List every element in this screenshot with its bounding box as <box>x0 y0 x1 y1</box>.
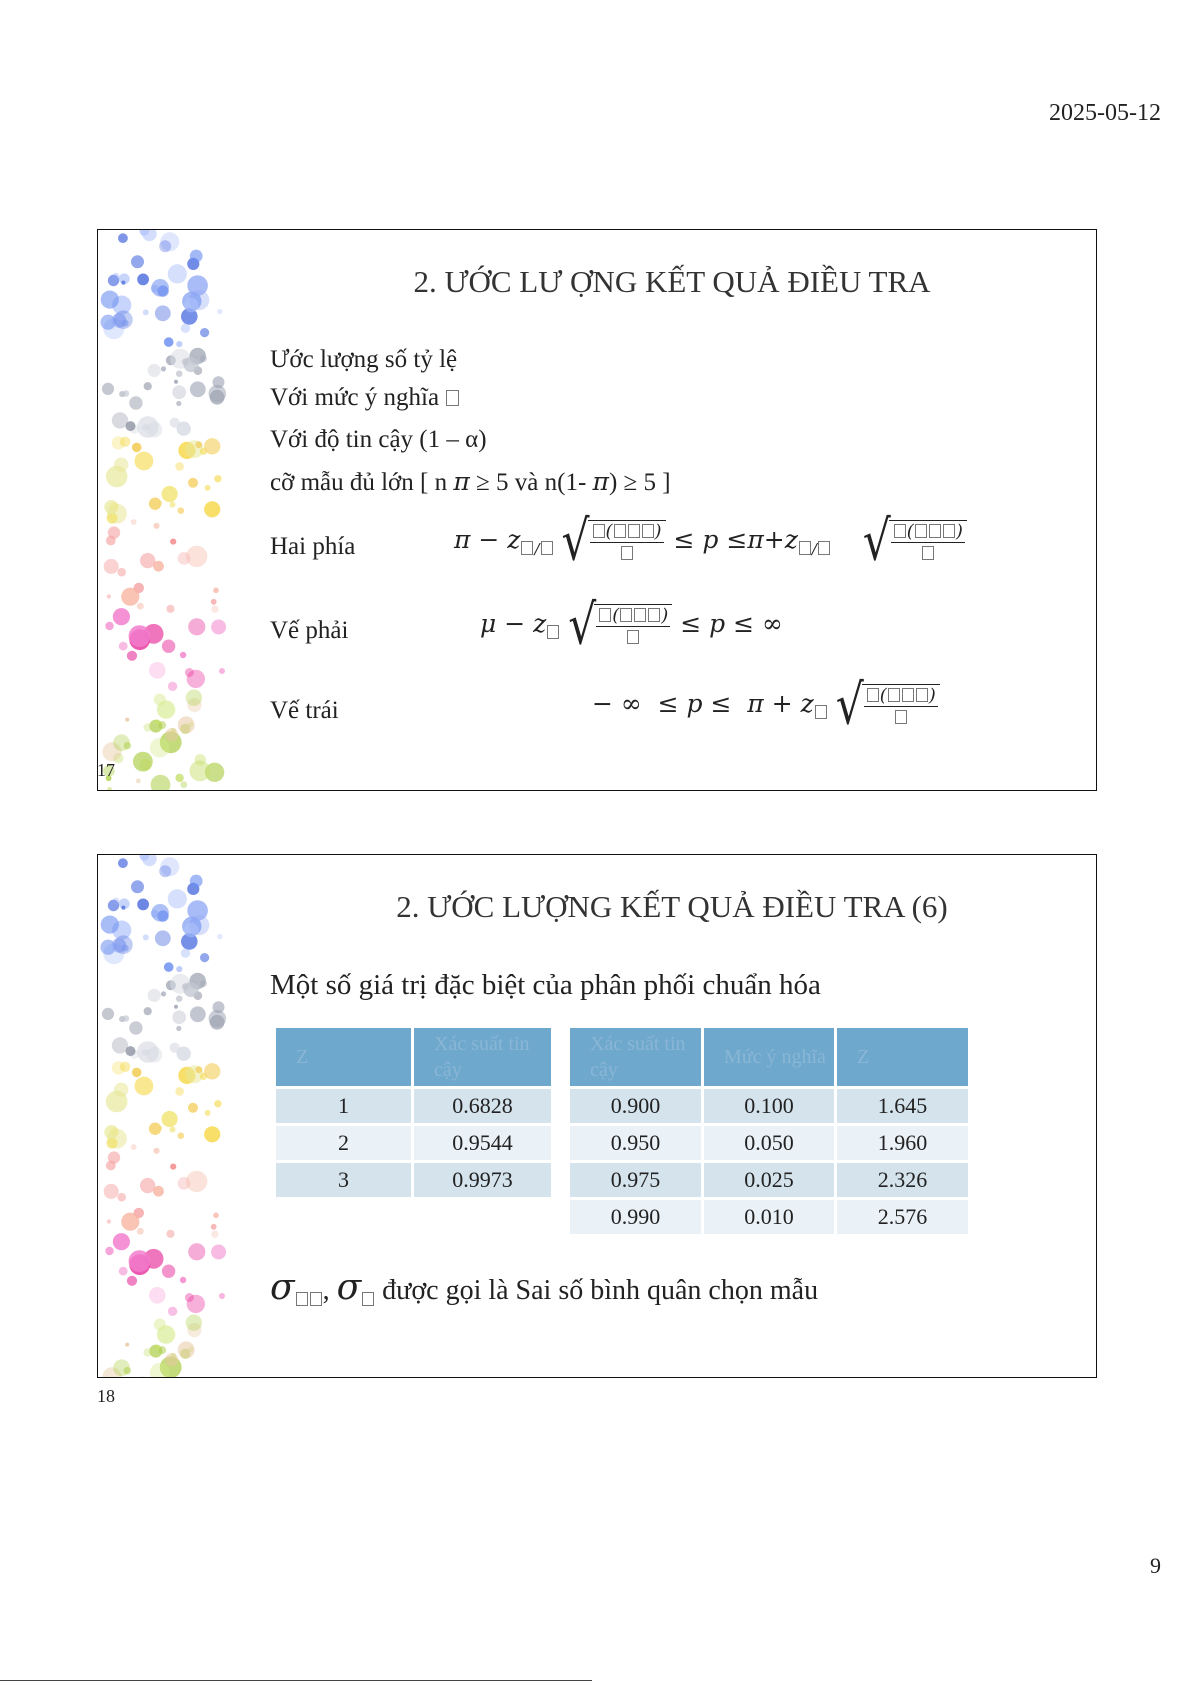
bubble <box>181 324 190 333</box>
table-cell: 0.900 <box>570 1089 701 1123</box>
bubble <box>164 337 174 347</box>
bubble <box>132 1068 142 1078</box>
bubble <box>214 1100 221 1107</box>
bubble <box>140 1178 155 1193</box>
table-cell: 0.990 <box>570 1200 701 1234</box>
significance-level-label: Với mức ý nghĩa <box>270 384 460 412</box>
sampling-error-note: σ , σ được gọi là Sai số bình quân chọn mẫu <box>270 1267 819 1308</box>
page-number: 9 <box>1150 1553 1161 1578</box>
bubble <box>186 1315 202 1331</box>
bubble <box>188 1103 198 1113</box>
bubble <box>112 898 119 905</box>
bubble <box>155 305 171 321</box>
column-header: Xác suất tin cậy <box>414 1028 551 1086</box>
table-row <box>276 1126 551 1160</box>
bubble-decoration <box>98 230 248 790</box>
bubble <box>151 775 171 790</box>
bubble <box>211 1230 218 1237</box>
bubble <box>176 966 182 972</box>
bubble <box>129 625 151 647</box>
bubble <box>170 502 176 508</box>
table-cell: 1.960 <box>837 1126 968 1160</box>
bubble <box>176 1026 181 1031</box>
bubble <box>107 594 111 598</box>
bubble <box>114 1083 128 1097</box>
bubble <box>155 930 171 946</box>
bubble <box>178 716 195 733</box>
bubble <box>172 1010 186 1024</box>
bubble <box>200 328 209 337</box>
z-table-left <box>273 1025 554 1200</box>
bubble <box>117 568 126 577</box>
bubble <box>132 443 142 453</box>
bubble <box>123 1015 130 1022</box>
bubble <box>211 599 217 605</box>
bubble <box>148 364 161 377</box>
bubble <box>133 752 153 772</box>
bubble <box>204 501 220 517</box>
bubble <box>131 880 144 893</box>
bubble <box>102 383 114 395</box>
table-cell: 0.6828 <box>414 1089 551 1123</box>
bubble <box>180 781 187 788</box>
bubble <box>219 1293 225 1299</box>
estimate-proportion-label: Ước lượng số tỷ lệ <box>270 346 458 373</box>
bubble <box>144 382 152 390</box>
bubble <box>143 723 151 731</box>
bubble <box>176 995 183 1002</box>
bubble <box>161 366 166 371</box>
slide-title: 2. ƯỚC LƯ ỢNG KẾT QUẢ ĐIỀU TRA <box>413 264 931 299</box>
bubble <box>114 310 133 329</box>
bubble <box>213 376 225 388</box>
bubble <box>187 900 208 921</box>
bubble <box>137 1228 144 1235</box>
slide-subtitle: Một số giá trị đặc biệt của phân phối chuẩn hóa <box>270 969 821 1001</box>
bubble <box>143 1348 151 1356</box>
slide-number: 17 <box>97 760 115 780</box>
bubble <box>190 1006 206 1022</box>
bubble <box>214 475 221 482</box>
bubble <box>170 539 176 545</box>
table-cell: 0.950 <box>570 1126 701 1160</box>
bubble <box>157 700 175 718</box>
bubble <box>190 250 203 263</box>
bubble <box>166 1230 174 1238</box>
bubble <box>140 553 155 568</box>
bubble <box>131 1144 137 1150</box>
bubble <box>168 682 177 691</box>
bubble <box>126 1046 136 1056</box>
z-table-right <box>567 1025 971 1237</box>
bubble <box>181 949 190 958</box>
bubble <box>131 519 137 525</box>
table-row <box>570 1126 968 1160</box>
table-row <box>570 1089 968 1123</box>
bubble <box>104 1184 119 1199</box>
bubble <box>121 281 125 285</box>
bubble <box>187 275 208 296</box>
bubble <box>143 309 149 315</box>
bubble <box>175 774 183 782</box>
bubble <box>108 1151 120 1163</box>
bubble <box>162 1265 175 1278</box>
slide-17 <box>97 229 1097 791</box>
bubble <box>121 588 139 606</box>
table-cell: 2.576 <box>837 1200 968 1234</box>
bubble <box>187 1295 205 1313</box>
bubble <box>180 1277 186 1283</box>
bubble <box>129 1021 142 1034</box>
bubble <box>178 1341 195 1358</box>
bubble <box>127 1276 137 1286</box>
bubble <box>135 1077 154 1096</box>
bubble <box>188 1243 205 1260</box>
bubble <box>127 651 137 661</box>
bubble <box>147 1047 163 1063</box>
bubble <box>217 934 222 939</box>
bubble <box>159 240 171 252</box>
bubble <box>213 1001 225 1013</box>
table-row <box>276 1163 551 1197</box>
bubble <box>211 620 226 635</box>
bubble <box>101 291 119 309</box>
bubble <box>165 728 178 741</box>
bubble <box>190 761 211 782</box>
table-row <box>570 1200 968 1234</box>
bubble <box>170 1127 176 1133</box>
bubble <box>149 1123 161 1135</box>
bubble <box>120 437 130 447</box>
bubble <box>180 652 186 658</box>
bubble <box>213 588 219 594</box>
bubble <box>188 478 198 488</box>
bubble <box>178 1132 185 1139</box>
bubble <box>186 546 207 567</box>
slide-title: 2. ƯỚC LƯỢNG KẾT QUẢ ĐIỀU TRA (6) <box>396 889 948 924</box>
table-cell: 0.975 <box>570 1163 701 1197</box>
bubble <box>149 662 166 679</box>
bubble <box>119 1267 128 1276</box>
bubble <box>172 385 186 399</box>
bubble <box>131 255 144 268</box>
bubble <box>170 1043 180 1053</box>
bubble <box>118 233 128 243</box>
table-cell: 0.100 <box>704 1089 834 1123</box>
bubble <box>149 1287 166 1304</box>
two-sided-label: Hai phía <box>270 533 356 560</box>
bubble <box>174 380 178 384</box>
bubble <box>150 738 170 758</box>
bubble <box>204 1063 220 1079</box>
bubble <box>184 923 199 938</box>
column-header: Z <box>837 1028 968 1086</box>
bubble <box>123 390 130 397</box>
column-header: Mức ý nghĩa <box>704 1028 834 1086</box>
bubble <box>166 605 174 613</box>
bubble <box>105 622 113 630</box>
bubble <box>121 906 125 910</box>
bubble <box>113 1233 130 1250</box>
bubble <box>136 778 141 783</box>
bubble <box>107 1219 111 1223</box>
bubble <box>164 962 174 972</box>
bubble <box>200 953 209 962</box>
bubble <box>114 458 128 472</box>
bubble <box>162 640 175 653</box>
bubble <box>133 1377 153 1378</box>
two-sided-formula: π − z $_/$ √ ( ) ≤ p ≤π+z $_/$ √ ( ) <box>454 516 967 567</box>
bubble <box>205 1110 211 1116</box>
bubble <box>104 559 119 574</box>
bubble <box>147 422 163 438</box>
bubble <box>118 858 128 868</box>
bubble <box>170 1164 176 1170</box>
table-cell: 0.9973 <box>414 1163 551 1197</box>
bubble <box>186 690 202 706</box>
bubble <box>107 513 118 524</box>
bubble <box>176 341 182 347</box>
bubble <box>211 1224 217 1230</box>
bubble <box>165 1353 178 1366</box>
table-row <box>276 1089 551 1123</box>
page-date: 2025-05-12 <box>1049 100 1161 126</box>
bubble <box>178 507 185 514</box>
bubble <box>184 298 199 313</box>
bubble <box>157 1325 175 1343</box>
confidence-level-label: Với độ tin cậy (1 – α) <box>270 426 487 453</box>
bubble <box>129 396 142 409</box>
footer-divider <box>0 1680 592 1681</box>
bubble <box>120 1062 130 1072</box>
bubble <box>168 1307 177 1316</box>
table-cell: 0.050 <box>704 1126 834 1160</box>
bubble <box>153 1148 159 1154</box>
column-header: Xác suất tin cậy <box>570 1028 701 1086</box>
bubble <box>151 279 169 297</box>
bubble <box>129 1250 151 1272</box>
bubble <box>143 934 149 940</box>
bubble <box>107 787 111 790</box>
bubble <box>135 452 154 471</box>
bubble <box>119 642 128 651</box>
bubble <box>176 370 183 377</box>
bubble <box>108 526 120 538</box>
bubble <box>112 273 119 280</box>
right-side-formula: μ − z √ ( ) ≤ p ≤ ∞ <box>480 593 783 658</box>
bubble-decoration <box>98 855 248 1378</box>
bubble <box>195 441 202 448</box>
bubble <box>190 875 203 888</box>
bubble <box>217 309 222 314</box>
table-cell: 0.9544 <box>414 1126 551 1160</box>
bubble <box>159 865 171 877</box>
left-side-label: Vế trái <box>270 697 339 724</box>
bubble <box>137 274 149 286</box>
left-side-formula: − ∞ ≤ p ≤ π + z √ ( ) <box>592 680 940 731</box>
bubble <box>175 1087 184 1096</box>
bubble <box>183 982 198 997</box>
table-row <box>570 1163 968 1197</box>
bubble <box>151 904 169 922</box>
bubble <box>187 670 205 688</box>
table-cell: 1 <box>276 1089 411 1123</box>
slide-number: 18 <box>97 1386 115 1406</box>
bubble <box>170 418 180 428</box>
bubble <box>219 668 225 674</box>
bubble <box>104 1125 118 1139</box>
sample-size-condition: cỡ mẫu đủ lớn [ n π ≥ 5 và n(1- π) ≥ 5 ] <box>270 467 671 496</box>
bubble <box>168 264 187 283</box>
bubble <box>168 889 187 908</box>
bubble <box>105 1247 113 1255</box>
bubble <box>149 498 161 510</box>
bubble <box>155 1345 160 1350</box>
right-side-label: Vế phải <box>270 617 349 644</box>
bubble <box>101 916 119 934</box>
bubble <box>102 1008 114 1020</box>
bubble <box>190 381 206 397</box>
bubble <box>183 357 198 372</box>
bubble <box>204 438 220 454</box>
bubble <box>126 421 136 431</box>
bubble <box>205 485 211 491</box>
bubble <box>176 401 181 406</box>
bubble <box>113 608 130 625</box>
bubble <box>186 1171 207 1192</box>
bubble <box>162 486 178 502</box>
bubble <box>162 1111 178 1127</box>
bubble <box>137 603 144 610</box>
bubble <box>144 1007 152 1015</box>
column-header: Z <box>276 1028 411 1086</box>
bubble <box>117 1193 126 1202</box>
bubble <box>211 1245 226 1260</box>
bubble <box>153 523 159 529</box>
slide-18 <box>97 854 1097 1378</box>
bubble <box>175 462 184 471</box>
bubble <box>188 618 205 635</box>
bubble <box>213 1213 219 1219</box>
bubble <box>125 718 129 722</box>
bubble <box>104 500 118 514</box>
bubble <box>204 1126 220 1142</box>
table-cell: 3 <box>276 1163 411 1197</box>
table-cell: 0.010 <box>704 1200 834 1234</box>
bubble <box>121 1213 139 1231</box>
table-cell: 1.645 <box>837 1089 968 1123</box>
bubble <box>107 1138 118 1149</box>
bubble <box>113 1359 130 1376</box>
bubble <box>161 991 166 996</box>
bubble <box>137 899 149 911</box>
table-cell: 2.326 <box>837 1163 968 1197</box>
bubble <box>155 720 160 725</box>
table-cell: 2 <box>276 1126 411 1160</box>
bubble <box>195 1066 202 1073</box>
bubble <box>148 989 161 1002</box>
table-cell: 0.025 <box>704 1163 834 1197</box>
bubble <box>114 935 133 954</box>
bubble <box>211 605 218 612</box>
bubble <box>125 1343 129 1347</box>
bubble <box>174 1005 178 1009</box>
bubble <box>113 734 130 751</box>
